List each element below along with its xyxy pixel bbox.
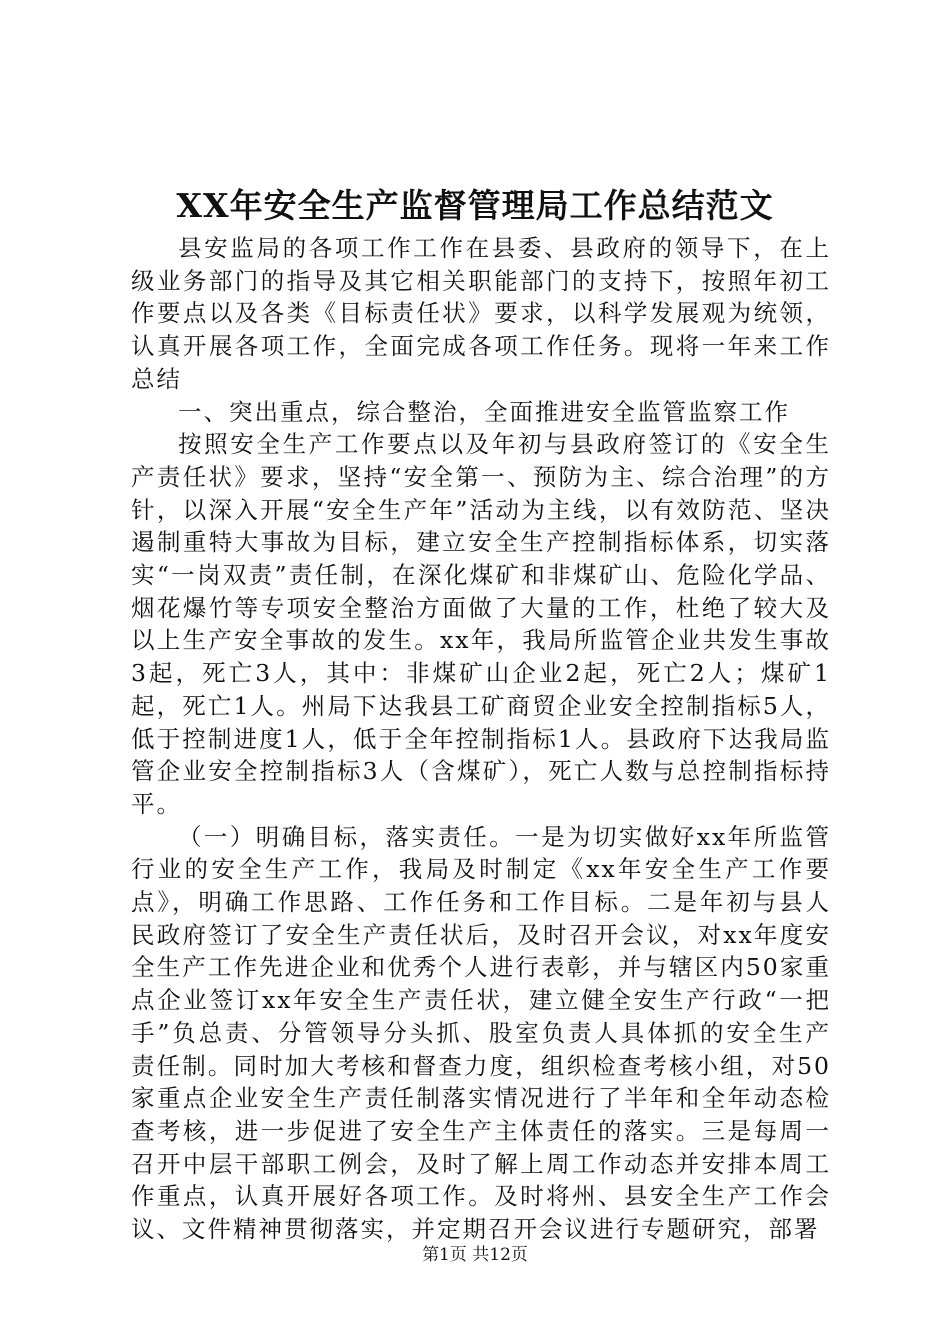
section-heading-1: 一、突出重点，综合整治，全面推进安全监管监察工作 (178, 397, 790, 426)
paragraph-subsection-1: （一）明确目标，落实责任。一是为切实做好xx年所监管行业的安全生产工作，我局及时制定《xx年安全生产工作要点》，明确工作思路、工作任务和工作目标。二是年初与县人民政府签订了安全生产责任状后，及时召开会议，对xx年度安全生产工作先进企业和优秀个人进行表彰，并与辖区内50家重点企业签订xx年安全生产责任状，建立健全安生产行政“一把手”负总责、分管领导分头抓、股室负责人具体抓的安全生产责任制。同时加大考核和督查力度，组织检查考核小组，对50家重点企业安全生产责任制落实情况进行了半年和全年动态检查考核，进一步促进了安全生产主体责任的落实。三是每周一召开中层干部职工例会，及时了解上周工作动态并安排本周工作重点，认真开展好各项工作。及时将州、县安全生产工作会议、文件精神贯彻落实，并定期召开会议进行专题研究，部署 (131, 822, 831, 1244)
document-body (131, 232, 831, 1246)
paragraph-section-1: 按照安全生产工作要点以及年初与县政府签订的《安全生产责任状》要求，坚持“安全第一、预防为主、综合治理”的方针，以深入开展“安全生产年”活动为主线，以有效防范、坚决遏制重特大事故为目标，建立安全生产控制指标体系，切实落实“一岗双责”责任制，在深化煤矿和非煤矿山、危险化学品、烟花爆竹等专项安全整治方面做了大量的工作，杜绝了较大及以上生产安全事故的发生。xx年，我局所监管企业共发生事故3起，死亡3人，其中：非煤矿山企业2起，死亡2人；煤矿1起，死亡1人。州局下达我县工矿商贸企业安全控制指标5人，低于控制进度1人，低于全年控制指标1人。县政府下达我局监管企业安全控制指标3人（含煤矿），死亡人数与总控制指标持平。 (131, 430, 831, 818)
paragraph-intro: 县安监局的各项工作工作在县委、县政府的领导下，在上级业务部门的指导及其它相关职能部门的支持下，按照年初工作要点以及各类《目标责任状》要求，以科学发展观为统领，认真开展各项工作，全面完成各项工作任务。现将一年来工作总结 (131, 234, 831, 393)
document-title: XX年安全生产监督管理局工作总结范文 (176, 186, 774, 225)
page-number-footer: 第1页 共12页 (422, 1245, 528, 1265)
